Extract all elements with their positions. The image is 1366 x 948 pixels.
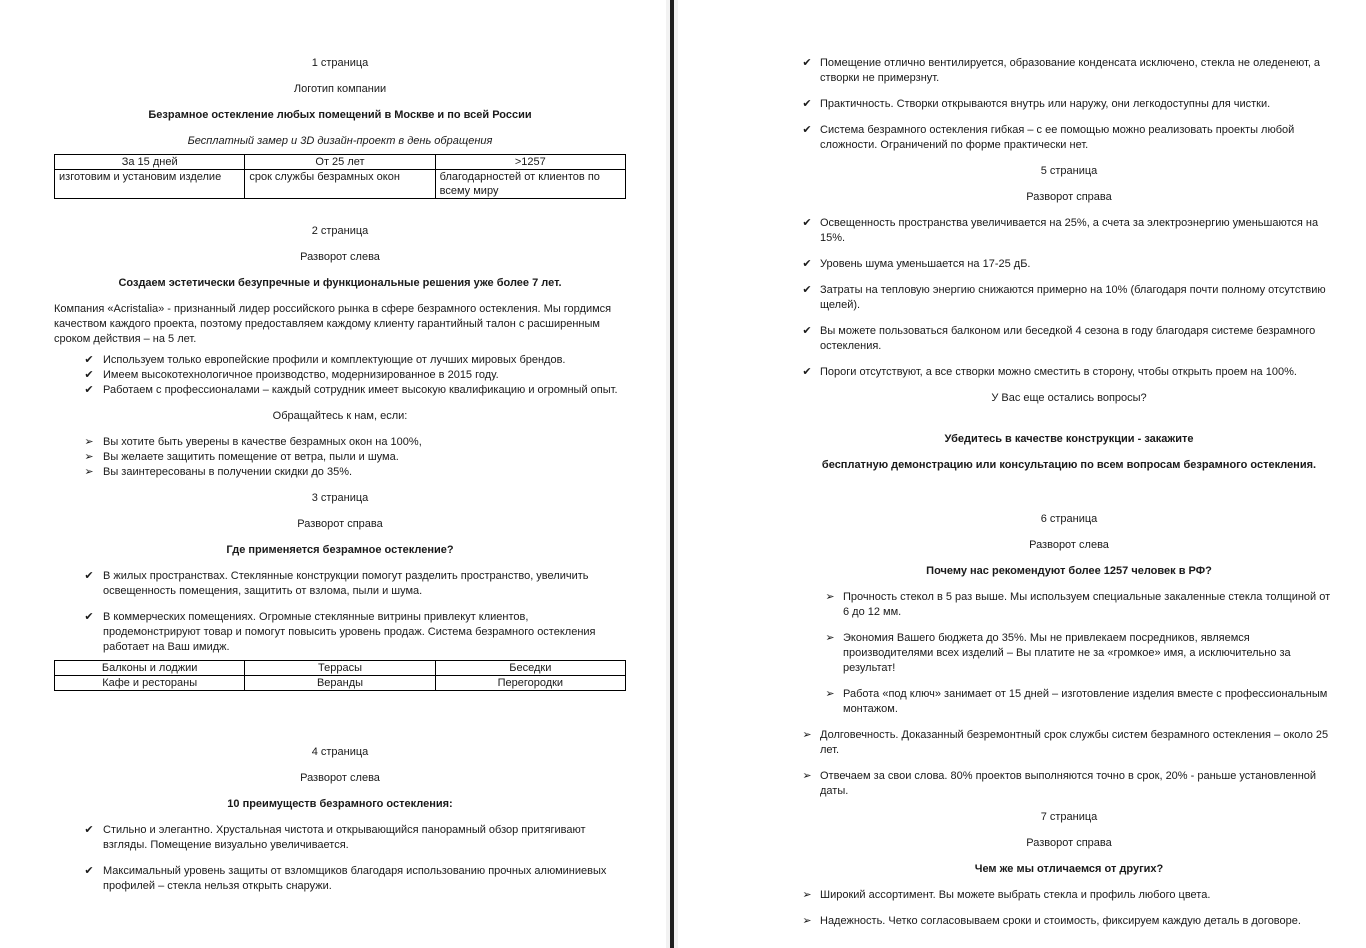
table-cell: Террасы xyxy=(245,661,435,676)
reasons-list xyxy=(54,435,626,480)
list-item: ✔ В жилых пространствах. Стеклянные конструкции помогут разделить пространство, увеличить освещенность помещения, защитить от взлома, пыли и шума. xyxy=(54,569,626,599)
benefits-list-continued xyxy=(800,56,1338,153)
arrow-icon: ➢ xyxy=(825,632,835,644)
contact-prompt: Обращайтесь к нам, если: xyxy=(272,410,408,422)
list-item: ✔ Освещенность пространства увеличивается на 25%, а счета за электроэнергию уменьшаются на 15%. xyxy=(800,216,1338,246)
list-item: ✔ Уровень шума уменьшается на 17-25 дБ. xyxy=(800,257,1338,272)
arrow-icon: ➢ xyxy=(802,915,812,927)
table-cell: За 15 дней xyxy=(55,155,245,170)
list-item: ✔ Имеем высокотехнологичное производство, модернизированное в 2015 году. xyxy=(54,368,626,383)
list-item: ➢ Долговечность. Доказанный безремонтный срок службы систем безрамного остекления – около 25 лет. xyxy=(800,728,1338,758)
list-item: ✔ Используем только европейские профили и комплектующие от лучших мировых брендов. xyxy=(54,353,626,368)
list-item: ✔ В коммерческих помещениях. Огромные стеклянные витрины привлекут клиентов, продемонстрируют товар и помогут повысить уровень продаж. Система безрамного остекления работает на Ваш имидж. xyxy=(54,610,626,655)
table-cell: Балконы и лоджии xyxy=(55,661,245,676)
table-cell: От 25 лет xyxy=(245,155,435,170)
list-item: ➢ Отвечаем за свои слова. 80% проектов выполняются точно в срок, 20% - раньше установленной даты. xyxy=(800,769,1338,799)
list-item: ➢ Вы хотите быть уверены в качестве безрамных окон на 100%, xyxy=(54,435,626,450)
check-icon: ✔ xyxy=(802,284,812,296)
table-cell: благодарностей от клиентов по всему миру xyxy=(435,170,625,199)
list-item: ➢ Вы желаете защитить помещение от ветра, пыли и шума. xyxy=(54,450,626,465)
table-row xyxy=(55,155,626,170)
main-headline: Безрамное остекление любых помещений в Москве и по всей России xyxy=(148,109,532,121)
check-icon: ✔ xyxy=(84,865,94,877)
differences-list xyxy=(800,888,1338,929)
places-table xyxy=(54,660,626,691)
page-divider xyxy=(670,0,674,948)
page-label-3: 3 страница xyxy=(311,492,369,504)
check-icon: ✔ xyxy=(84,611,94,623)
table-cell: >1257 xyxy=(435,155,625,170)
table-row xyxy=(55,170,626,199)
cta-line-2: бесплатную демонстрацию или консультацию по всем вопросам безрамного остекления. xyxy=(821,459,1317,471)
list-item: ➢ Вы заинтересованы в получении скидки до 35%. xyxy=(54,465,626,480)
page-label-6: 6 страница xyxy=(1040,513,1098,525)
company-paragraph: Компания «Acristalia» - признанный лидер российского рынка в сфере безрамного остекления. Мы гордимся качеством каждого проекта, поэтому предоставляем каждому клиенту гарантийный талон с расширенным сроком действия – на 5 лет. xyxy=(54,303,612,345)
advantages-list xyxy=(54,353,626,398)
check-icon: ✔ xyxy=(802,98,812,110)
arrow-icon: ➢ xyxy=(802,729,812,741)
page-label-7: 7 страница xyxy=(1040,811,1098,823)
check-icon: ✔ xyxy=(84,824,94,836)
page-label-1: 1 страница xyxy=(311,57,369,69)
table-cell: срок службы безрамных окон xyxy=(245,170,435,199)
spread-label: Разворот справа xyxy=(1026,191,1112,203)
check-icon: ✔ xyxy=(84,369,94,381)
list-item: ✔ Максимальный уровень защиты от взломщиков благодаря использованию прочных алюминиевых профилей – стекла нельзя открыть снаружи. xyxy=(54,864,626,894)
page-label-4: 4 страница xyxy=(311,746,369,758)
list-item: ➢ Надежность. Четко согласовываем сроки и стоимость, фиксируем каждую деталь в договоре. xyxy=(800,914,1338,929)
table-cell: Перегородки xyxy=(435,676,625,691)
list-item: ➢ Работа «под ключ» занимает от 15 дней – изготовление изделия вместе с профессиональным монтажом. xyxy=(800,687,1338,717)
sub-headline: Бесплатный замер и 3D дизайн-проект в день обращения xyxy=(187,135,493,147)
list-item: ✔ Помещение отлично вентилируется, образование конденсата исключено, стекла не оледенеют, а створки не примерзнут. xyxy=(800,56,1338,86)
table-row xyxy=(55,676,626,691)
arrow-icon: ➢ xyxy=(825,688,835,700)
section-heading: Чем же мы отличаемся от других? xyxy=(974,863,1164,875)
check-icon: ✔ xyxy=(802,57,812,69)
cta-line-1: Убедитесь в качестве конструкции - закажите xyxy=(944,433,1194,445)
check-icon: ✔ xyxy=(84,354,94,366)
benefits-list xyxy=(54,823,626,894)
benefits-list-page5 xyxy=(800,216,1338,380)
list-item: ✔ Вы можете пользоваться балконом или беседкой 4 сезона в году благодаря системе безрамного остекления. xyxy=(800,324,1338,354)
page-content-right xyxy=(800,56,1338,940)
list-item: ✔ Стильно и элегантно. Хрустальная чистота и открывающийся панорамный обзор притягивают взгляды. Помещение визуально увеличивается. xyxy=(54,823,626,853)
check-icon: ✔ xyxy=(802,217,812,229)
page-content-left xyxy=(54,56,626,905)
section-heading: Почему нас рекомендуют более 1257 человек в РФ? xyxy=(926,565,1212,577)
check-icon: ✔ xyxy=(84,384,94,396)
arrow-icon: ➢ xyxy=(84,436,94,448)
arrow-icon: ➢ xyxy=(84,451,94,463)
check-icon: ✔ xyxy=(802,325,812,337)
list-item: ✔ Практичность. Створки открываются внутрь или наружу, они легкодоступны для чистки. xyxy=(800,97,1338,112)
arrow-icon: ➢ xyxy=(84,466,94,478)
arrow-icon: ➢ xyxy=(802,770,812,782)
table-cell: Беседки xyxy=(435,661,625,676)
spread-label: Разворот справа xyxy=(1026,837,1112,849)
list-item: ➢ Экономия Вашего бюджета до 35%. Мы не привлекаем посредников, являемся производителями всех изделий – Вы платите не за «громкое» имя, а исключительно за результат! xyxy=(800,631,1338,676)
section-heading: Где применяется безрамное остекление? xyxy=(226,544,454,556)
section-heading: Создаем эстетически безупречные и функциональные решения уже более 7 лет. xyxy=(118,277,562,289)
list-item: ✔ Пороги отсутствуют, а все створки можно сместить в сторону, чтобы открыть проем на 100%. xyxy=(800,365,1338,380)
usage-list xyxy=(54,569,626,655)
logo-placeholder: Логотип компании xyxy=(293,83,387,95)
table-cell: Кафе и рестораны xyxy=(55,676,245,691)
table-cell: изготовим и установим изделие xyxy=(55,170,245,199)
spread-label: Разворот слева xyxy=(1029,539,1109,551)
list-item: ➢ Широкий ассортимент. Вы можете выбрать стекла и профиль любого цвета. xyxy=(800,888,1338,903)
list-item: ✔ Система безрамного остекления гибкая – с ее помощью можно реализовать проекты любой сложности. Ограничений по форме практически нет. xyxy=(800,123,1338,153)
check-icon: ✔ xyxy=(84,570,94,582)
arrow-icon: ➢ xyxy=(802,889,812,901)
check-icon: ✔ xyxy=(802,124,812,136)
recommend-list xyxy=(800,590,1338,717)
table-cell: Веранды xyxy=(245,676,435,691)
recommend-list-2 xyxy=(800,728,1338,799)
document-page-left xyxy=(0,0,666,948)
spread-label: Разворот справа xyxy=(297,518,383,530)
stats-table xyxy=(54,154,626,199)
page-label-2: 2 страница xyxy=(311,225,369,237)
list-item: ✔ Работаем с профессионалами – каждый сотрудник имеет высокую квалификацию и огромный опыт. xyxy=(54,383,626,398)
spread-label: Разворот слева xyxy=(300,251,380,263)
list-item: ➢ Прочность стекол в 5 раз выше. Мы используем специальные закаленные стекла толщиной от 6 до 12 мм. xyxy=(800,590,1338,620)
spread-label: Разворот слева xyxy=(300,772,380,784)
arrow-icon: ➢ xyxy=(825,591,835,603)
page-label-5: 5 страница xyxy=(1040,165,1098,177)
table-row xyxy=(55,661,626,676)
questions-prompt: У Вас еще остались вопросы? xyxy=(991,392,1147,404)
section-heading: 10 преимуществ безрамного остекления: xyxy=(227,798,453,810)
document-page-right xyxy=(678,0,1366,948)
list-item: ✔ Затраты на тепловую энергию снижаются примерно на 10% (благодаря почти полному отсутствию щелей). xyxy=(800,283,1338,313)
check-icon: ✔ xyxy=(802,366,812,378)
check-icon: ✔ xyxy=(802,258,812,270)
